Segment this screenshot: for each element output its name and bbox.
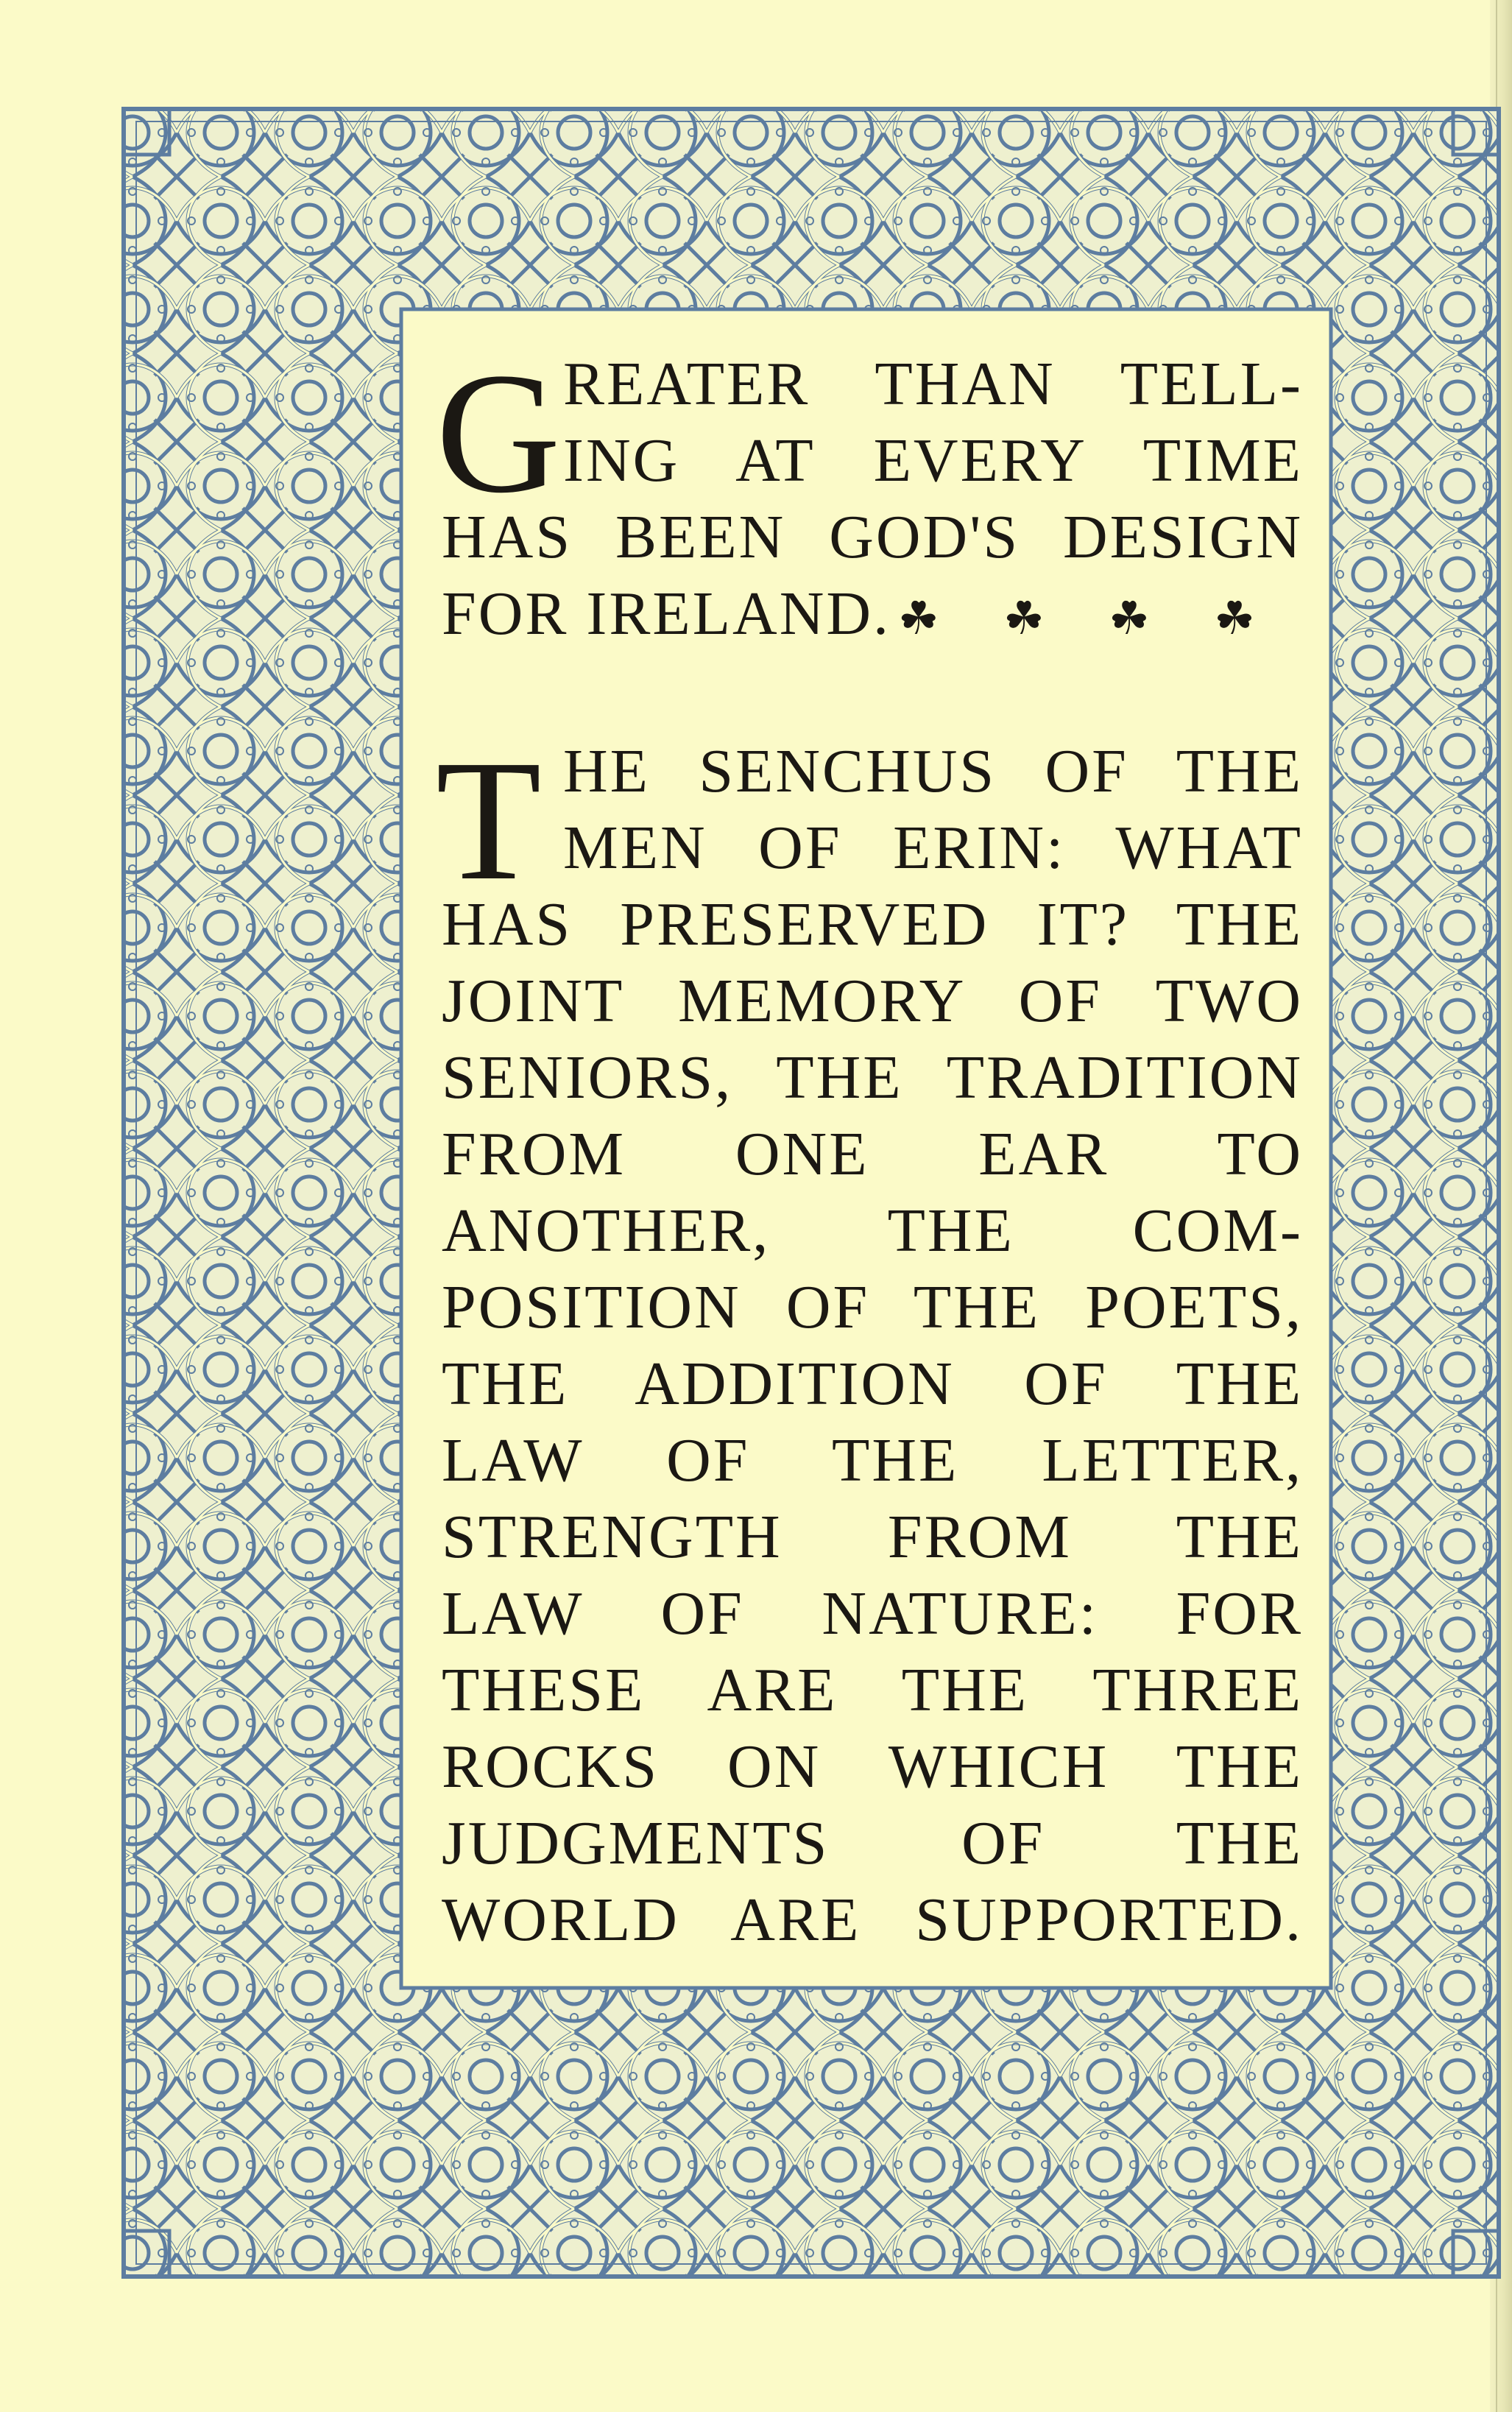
text-line: ANOTHER, THE COM- bbox=[442, 1196, 1303, 1265]
text-line: JOINT MEMORY OF TWO bbox=[442, 967, 1303, 1035]
text-line: POSITION OF THE POETS, bbox=[442, 1273, 1303, 1341]
text-line: HAS PRESERVED IT? THE bbox=[442, 890, 1303, 959]
text-line: HAS BEEN GOD'S DESIGN bbox=[442, 503, 1303, 571]
text-line: HE SENCHUS OF THE bbox=[563, 737, 1303, 805]
text-line: REATER THAN TELL- bbox=[563, 350, 1303, 418]
text-line-last bbox=[442, 576, 1303, 652]
shamrock-ornament-icon: ☘ ☘ ☘ ☘ bbox=[898, 594, 1282, 644]
paragraph-2 bbox=[436, 724, 1303, 1958]
text-line: JUDGMENTS OF THE bbox=[442, 1809, 1303, 1877]
text-line: ROCKS ON WHICH THE bbox=[442, 1732, 1303, 1801]
drop-cap-t: T bbox=[436, 724, 542, 916]
text-line: LAW OF NATURE: FOR bbox=[442, 1579, 1303, 1648]
text-line: LAW OF THE LETTER, bbox=[442, 1426, 1303, 1495]
text-line-text: FOR IRELAND. bbox=[442, 579, 891, 648]
text-line: WORLD ARE SUPPORTED. bbox=[442, 1886, 1303, 1954]
text-line: MEN OF ERIN: WHAT bbox=[563, 814, 1303, 882]
text-line: THESE ARE THE THREE bbox=[442, 1656, 1303, 1724]
text-line: SENIORS, THE TRADITION bbox=[442, 1043, 1303, 1112]
paragraph-1 bbox=[436, 337, 1303, 652]
drop-cap-g: G bbox=[436, 337, 561, 529]
text-line: FROM ONE EAR TO bbox=[442, 1120, 1303, 1188]
text-line: STRENGTH FROM THE bbox=[442, 1503, 1303, 1571]
text-line: ING AT EVERY TIME bbox=[563, 426, 1303, 495]
text-line: THE ADDITION OF THE bbox=[442, 1350, 1303, 1418]
text-panel bbox=[436, 337, 1303, 1954]
